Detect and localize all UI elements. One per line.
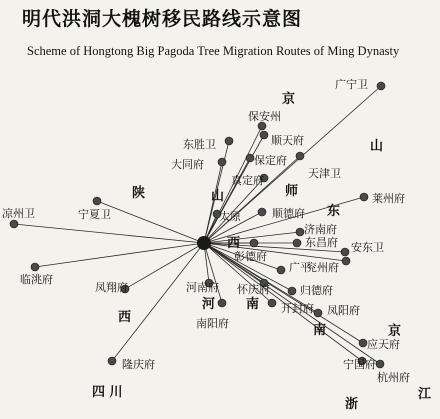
city-dot-fengyang bbox=[314, 309, 322, 317]
route-line-lintao bbox=[35, 243, 204, 267]
city-liangzhou: 凉州卫 bbox=[2, 207, 35, 220]
city-kaifeng: 开封府 bbox=[281, 302, 314, 315]
city-shuntian: 顺天府 bbox=[271, 134, 304, 147]
region-dong: 东 bbox=[327, 204, 341, 219]
region-zhejiang-zhe: 浙 bbox=[345, 397, 359, 412]
region-nan2: 南 bbox=[313, 323, 327, 338]
region-shaan: 陕 bbox=[132, 186, 146, 201]
city-dongsheng: 东胜卫 bbox=[183, 138, 216, 151]
region-jing-top: 京 bbox=[282, 92, 296, 107]
city-yingtian: 应天府 bbox=[367, 338, 400, 351]
region-zhejiang-jiang: 江 bbox=[418, 387, 432, 402]
city-baoan: 保安州 bbox=[248, 110, 281, 123]
city-dot-guangning bbox=[377, 82, 385, 90]
region-shi: 师 bbox=[285, 184, 299, 199]
city-huaiqing: 怀庆府 bbox=[237, 283, 270, 296]
route-line-longqing bbox=[112, 243, 204, 361]
city-datong: 大同府 bbox=[171, 158, 204, 171]
city-hangzhou: 杭州府 bbox=[377, 371, 410, 384]
city-henan: 河南府 bbox=[186, 281, 219, 294]
city-nanyang: 南阳府 bbox=[196, 317, 229, 330]
region-shan-east: 山 bbox=[370, 139, 384, 154]
city-dot-hangzhou bbox=[376, 360, 384, 368]
city-dot-zhangde bbox=[250, 239, 258, 247]
city-dot-jinan bbox=[296, 228, 304, 236]
city-dot-tianjin bbox=[296, 152, 304, 160]
city-lintao: 临洮府 bbox=[20, 273, 53, 286]
city-dot-guide bbox=[288, 287, 296, 295]
city-dot-nanyang bbox=[218, 299, 226, 307]
city-dot-yingtian bbox=[359, 339, 367, 347]
city-taiyuan: 太原 bbox=[219, 210, 241, 223]
city-dot-datong bbox=[218, 158, 226, 166]
city-fengyang: 凤阳府 bbox=[327, 304, 360, 317]
city-zhending: 真定府 bbox=[231, 174, 264, 187]
city-dot-liangzhou bbox=[10, 220, 18, 228]
city-dot-shunde bbox=[258, 208, 266, 216]
city-guangning: 广宁卫 bbox=[335, 78, 368, 91]
region-shan-inner: 山 bbox=[211, 189, 225, 204]
city-dot-baoding bbox=[246, 154, 254, 162]
city-dot-guangping bbox=[277, 266, 285, 274]
route-line-liangzhou bbox=[14, 224, 204, 243]
city-laizhou: 莱州府 bbox=[372, 192, 405, 205]
city-fengxiang: 凤翔府 bbox=[95, 281, 128, 294]
city-baoding: 保定府 bbox=[254, 154, 287, 167]
city-ningxia: 宁夏卫 bbox=[78, 208, 111, 221]
city-dot-shuntian bbox=[260, 131, 268, 139]
city-guide: 归德府 bbox=[300, 284, 333, 297]
city-dot-dongsheng bbox=[225, 137, 233, 145]
city-longqing: 隆庆府 bbox=[122, 358, 155, 371]
city-shunde: 顺德府 bbox=[272, 207, 305, 220]
region-nan: 南 bbox=[246, 297, 260, 312]
city-dot-laizhou bbox=[360, 193, 368, 201]
city-dongchang: 东昌府 bbox=[305, 236, 338, 249]
city-tianjin: 天津卫 bbox=[308, 167, 341, 180]
city-guangping: 广平 bbox=[289, 261, 311, 274]
city-dot-yanzhou bbox=[342, 257, 350, 265]
city-yanzhou: 兖州府 bbox=[306, 261, 339, 274]
region-xi: 西 bbox=[227, 236, 241, 251]
city-andong: 安东卫 bbox=[351, 241, 384, 254]
city-dot-ningxia bbox=[93, 197, 101, 205]
city-zhangde: 彰德府 bbox=[234, 250, 267, 263]
route-line-ningxia bbox=[97, 201, 204, 243]
city-ningguo: 宁国府 bbox=[343, 358, 376, 371]
city-dot-dongchang bbox=[293, 239, 301, 247]
city-dot-baoan bbox=[258, 122, 266, 130]
region-sichuan: 四 川 bbox=[92, 385, 123, 400]
city-jinan: 济南府 bbox=[304, 223, 337, 236]
region-he: 河 bbox=[202, 297, 216, 312]
city-dot-kaifeng bbox=[268, 299, 276, 307]
map-title: 明代洪洞大槐树移民路线示意图 bbox=[22, 8, 303, 30]
hongtong-origin-dot bbox=[197, 236, 211, 250]
region-jing-bottom: 京 bbox=[388, 324, 402, 339]
city-dot-andong bbox=[341, 248, 349, 256]
city-dot-longqing bbox=[108, 357, 116, 365]
map-subtitle: Scheme of Hongtong Big Pagoda Tree Migration Routes of Ming Dynasty bbox=[27, 44, 400, 58]
region-xi-shaanxi: 西 bbox=[118, 310, 132, 325]
city-dot-lintao bbox=[31, 263, 39, 271]
